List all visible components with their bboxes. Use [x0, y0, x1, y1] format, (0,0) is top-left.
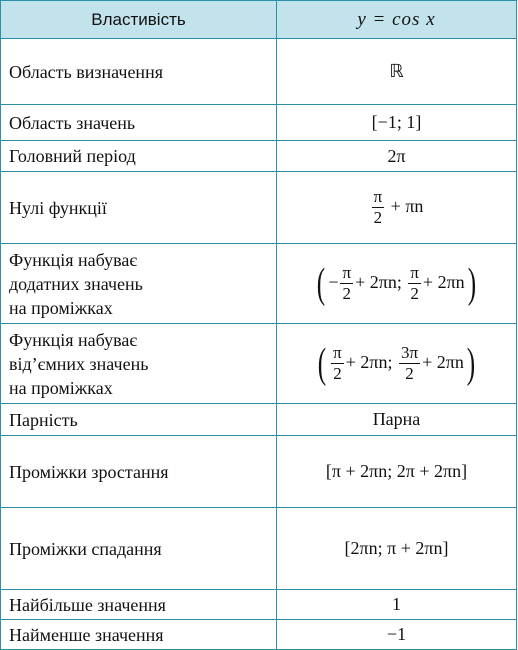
neg-sign: − — [328, 271, 339, 292]
value-period: 2π — [277, 141, 517, 172]
property-domain: Область визначення — [1, 39, 277, 105]
fraction-numerator: 3π — [401, 343, 419, 362]
zeros-tail: + πn — [390, 195, 424, 216]
table-row — [1, 324, 517, 404]
property-line: від’ємних значень — [9, 353, 149, 374]
property-line: на проміжках — [9, 377, 113, 398]
close-paren: ) — [467, 260, 476, 307]
table-row — [1, 508, 517, 590]
interval-end-fraction — [408, 263, 421, 304]
fraction-denominator: 2 — [405, 364, 414, 383]
value-zeros — [277, 172, 517, 244]
value-min: −1 — [277, 620, 517, 650]
property-increasing: Проміжки зростання — [1, 436, 277, 508]
value-range: [−1; 1] — [277, 105, 517, 141]
fraction-denominator: 2 — [373, 208, 383, 227]
property-max: Найбільше значення — [1, 590, 277, 620]
property-line: Функція набуває — [9, 329, 138, 350]
table-row — [1, 105, 517, 141]
fraction-numerator: π — [410, 263, 419, 282]
property-line: додатних значень — [9, 273, 143, 294]
property-positive — [1, 244, 277, 324]
fraction-numerator: π — [342, 263, 352, 282]
table-header-row — [1, 1, 517, 39]
table-row — [1, 620, 517, 650]
property-line: Функція набуває — [9, 249, 138, 270]
interval-end-tail: + 2πn — [422, 271, 465, 292]
interval-start-tail: + 2πn; — [355, 271, 402, 292]
property-period: Головний період — [1, 141, 277, 172]
interval-start-fraction — [331, 343, 344, 384]
fraction-denominator: 2 — [333, 364, 342, 383]
value-domain: ℝ — [277, 39, 517, 105]
value-decreasing: [2πn; π + 2πn] — [277, 508, 517, 590]
value-positive — [277, 244, 517, 324]
table-row — [1, 39, 517, 105]
open-paren: ( — [317, 260, 326, 307]
value-max: 1 — [277, 590, 517, 620]
property-negative — [1, 324, 277, 404]
table-row — [1, 141, 517, 172]
property-min: Найменше значення — [1, 620, 277, 650]
fraction-denominator: 2 — [342, 284, 352, 303]
table-row — [1, 404, 517, 436]
interval-end-fraction — [399, 343, 420, 384]
fraction-numerator: π — [333, 343, 342, 362]
table-row — [1, 590, 517, 620]
property-column-header: Властивість — [1, 1, 277, 39]
value-parity: Парна — [277, 404, 517, 436]
table-row — [1, 244, 517, 324]
value-negative — [277, 324, 517, 404]
fraction-numerator: π — [373, 187, 383, 206]
interval-start-fraction — [340, 263, 353, 304]
close-paren: ) — [466, 340, 476, 387]
property-decreasing: Проміжки спадання — [1, 508, 277, 590]
fraction-denominator: 2 — [410, 284, 419, 303]
open-paren: ( — [317, 340, 327, 387]
zeros-fraction — [372, 187, 385, 228]
interval-start-tail: + 2πn; — [345, 351, 393, 372]
table-row — [1, 436, 517, 508]
value-increasing: [π + 2πn; 2π + 2πn] — [277, 436, 517, 508]
property-range: Область значень — [1, 105, 277, 141]
property-zeros: Нулі функції — [1, 172, 277, 244]
function-column-header: y = cos x — [277, 1, 517, 39]
interval-end-tail: + 2πn — [422, 351, 464, 372]
property-line: на проміжках — [9, 297, 113, 318]
table-row — [1, 172, 517, 244]
property-parity: Парність — [1, 404, 277, 436]
